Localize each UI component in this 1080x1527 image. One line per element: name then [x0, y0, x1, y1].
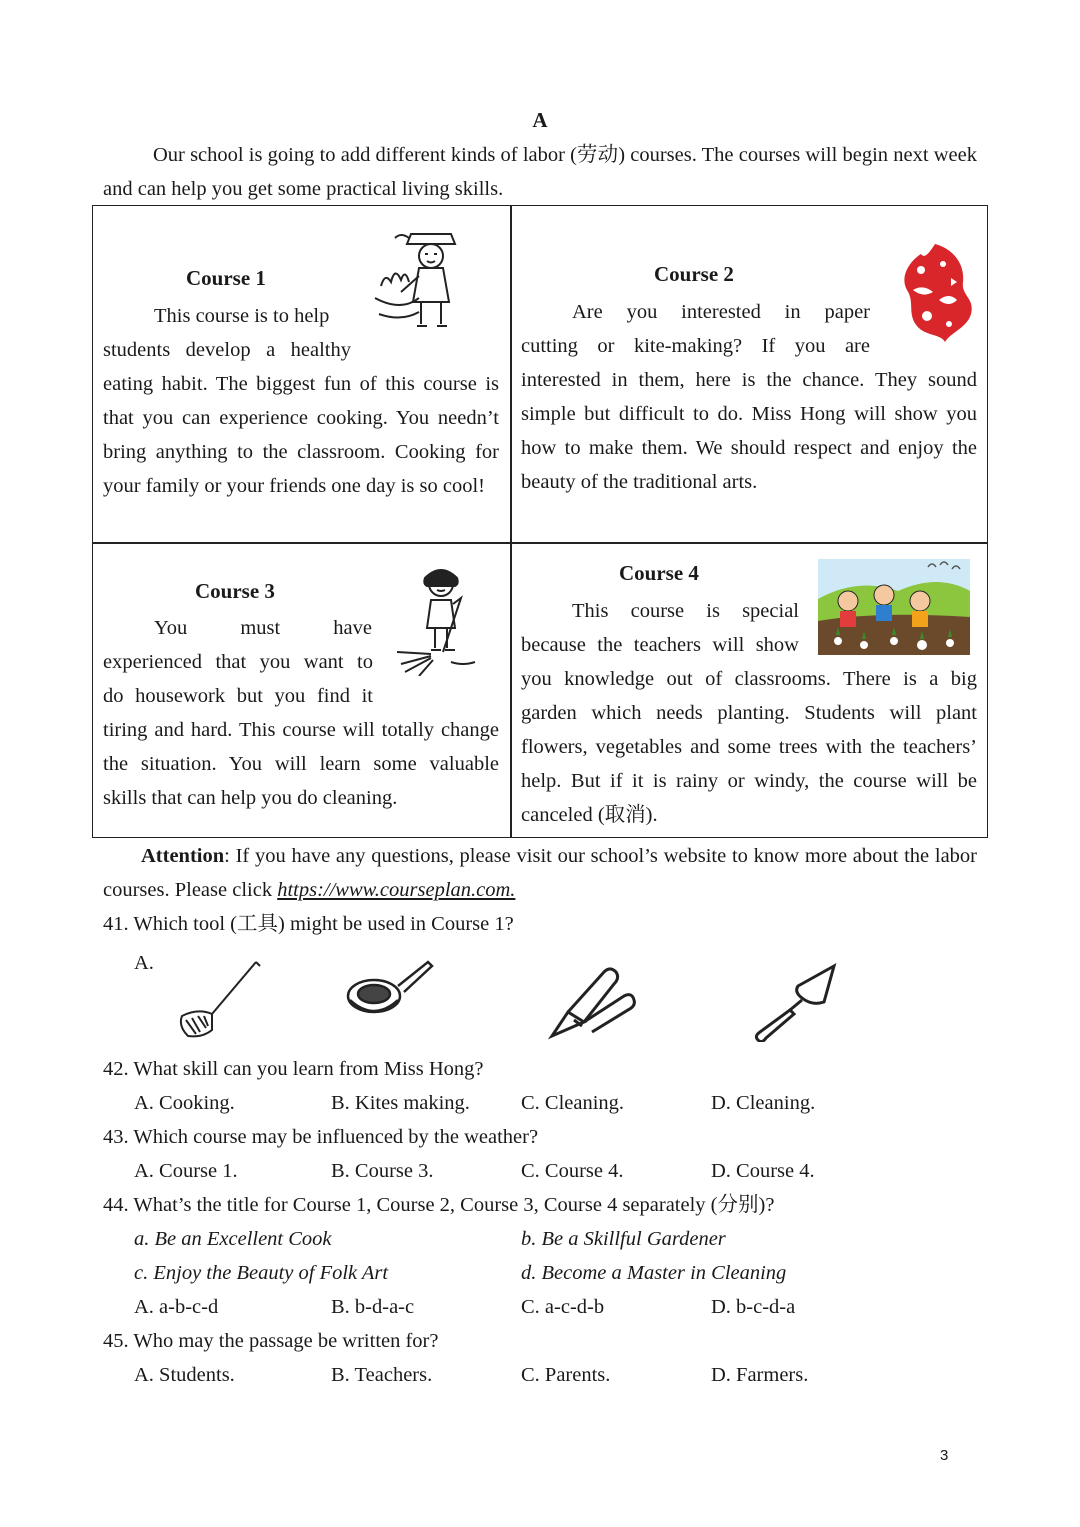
attention-paragraph — [103, 839, 977, 907]
q43-option-b: B. Course 3. — [331, 1160, 434, 1182]
question-44: 44. What’s the title for Course 1, Course 2, Course 3, Course 4 separately (分别)? — [103, 1194, 775, 1216]
website-link[interactable]: https://www.courseplan.com. — [277, 879, 516, 901]
course2-line2: cutting or kite-making? If you are — [521, 335, 870, 357]
course4-line2: because the teachers will show — [521, 634, 799, 656]
q44-title-c: c. Enjoy the Beauty of Folk Art — [134, 1262, 389, 1284]
question-41-option-a-label: A. — [134, 952, 154, 974]
q44-title-b: b. Be a Skillful Gardener — [521, 1228, 726, 1250]
q44-title-d: d. Become a Master in Cleaning — [521, 1262, 787, 1284]
question-45: 45. Who may the passage be written for? — [103, 1330, 439, 1352]
question-42: 42. What skill can you learn from Miss Hong? — [103, 1058, 484, 1080]
kids-garden-icon — [818, 559, 970, 655]
course2-line1: Are you interested in paper — [572, 301, 870, 323]
course3-line2: experienced that you want to — [103, 651, 373, 673]
paper-cut-icon — [891, 240, 979, 348]
q45-option-d: D. Farmers. — [711, 1364, 809, 1386]
course4-cell — [521, 544, 977, 838]
q43-option-c: C. Course 4. — [521, 1160, 624, 1182]
course4-title: Course 4 — [619, 561, 699, 585]
q44-option-d: D. b-c-d-a — [711, 1296, 796, 1318]
q42-option-b: B. Kites making. — [331, 1092, 470, 1114]
broom-icon — [172, 956, 264, 1040]
course2-title: Course 2 — [654, 262, 734, 286]
course1-line2: students develop a healthy — [103, 339, 351, 361]
course1-cell — [103, 206, 499, 542]
section-title: A — [532, 108, 548, 132]
attention-label: Attention — [141, 845, 225, 867]
attention-text: : If you have any questions, please visit our school’s website to know more about the labor courses. Please click — [103, 845, 977, 901]
q42-option-a: A. Cooking. — [134, 1092, 235, 1114]
q44-option-c: C. a-c-d-b — [521, 1296, 605, 1318]
q45-option-b: B. Teachers. — [331, 1364, 433, 1386]
table-divider-vertical — [510, 205, 512, 838]
course1-body: eating habit. The biggest fun of this course is that you can experience cooking. You needn’t bring anything to the classroom. Cooking for your family or your friends one day is so cool! — [103, 373, 499, 497]
course3-title: Course 3 — [195, 579, 275, 603]
question-43: 43. Which course may be influenced by the weather? — [103, 1126, 539, 1148]
course3-line1: You must have — [154, 617, 372, 639]
course2-cell — [521, 206, 977, 542]
course4-body: you knowledge out of classrooms. There is a big garden which needs planting. Students will plant flowers, vegetables and some trees with the teachers’ help. But if it is rainy or windy, the course will be canceled (取消). — [521, 668, 977, 826]
frying-pan-icon — [344, 956, 436, 1022]
course4-line1: This course is special — [572, 600, 799, 622]
q45-option-a: A. Students. — [134, 1364, 235, 1386]
q44-option-a: A. a-b-c-d — [134, 1296, 219, 1318]
girl-sweeping-icon — [391, 560, 487, 676]
q42-option-c: C. Cleaning. — [521, 1092, 625, 1114]
course1-line1: This course is to help — [154, 305, 330, 327]
trowel-icon — [748, 960, 840, 1042]
course1-title: Course 1 — [186, 266, 266, 290]
q45-option-c: C. Parents. — [521, 1364, 611, 1386]
q42-option-d: D. Cleaning. — [711, 1092, 816, 1114]
q43-option-a: A. Course 1. — [134, 1160, 238, 1182]
course3-body: tiring and hard. This course will totally change the situation. You will learn some valuable skills that can help you do cleaning. — [103, 719, 499, 809]
course3-cell — [103, 544, 499, 838]
course3-line3: do housework but you find it — [103, 685, 373, 707]
q43-option-d: D. Course 4. — [711, 1160, 815, 1182]
q44-option-b: B. b-d-a-c — [331, 1296, 415, 1318]
pliers-icon — [542, 962, 638, 1046]
course2-body: interested in them, here is the chance. They sound simple but difficult to do. Miss Hong will show you how to make them. We should respect and enjoy the beauty of the traditional arts. — [521, 369, 977, 493]
page-number: 3 — [940, 1447, 949, 1464]
question-41: 41. Which tool (工具) might be used in Course 1? — [103, 913, 514, 935]
q44-title-a: a. Be an Excellent Cook — [134, 1228, 332, 1250]
intro-paragraph: Our school is going to add different kinds of labor (劳动) courses. The courses will begin next week and can help you get some practical living skills. — [103, 144, 977, 200]
chef-cooking-icon — [371, 226, 471, 338]
